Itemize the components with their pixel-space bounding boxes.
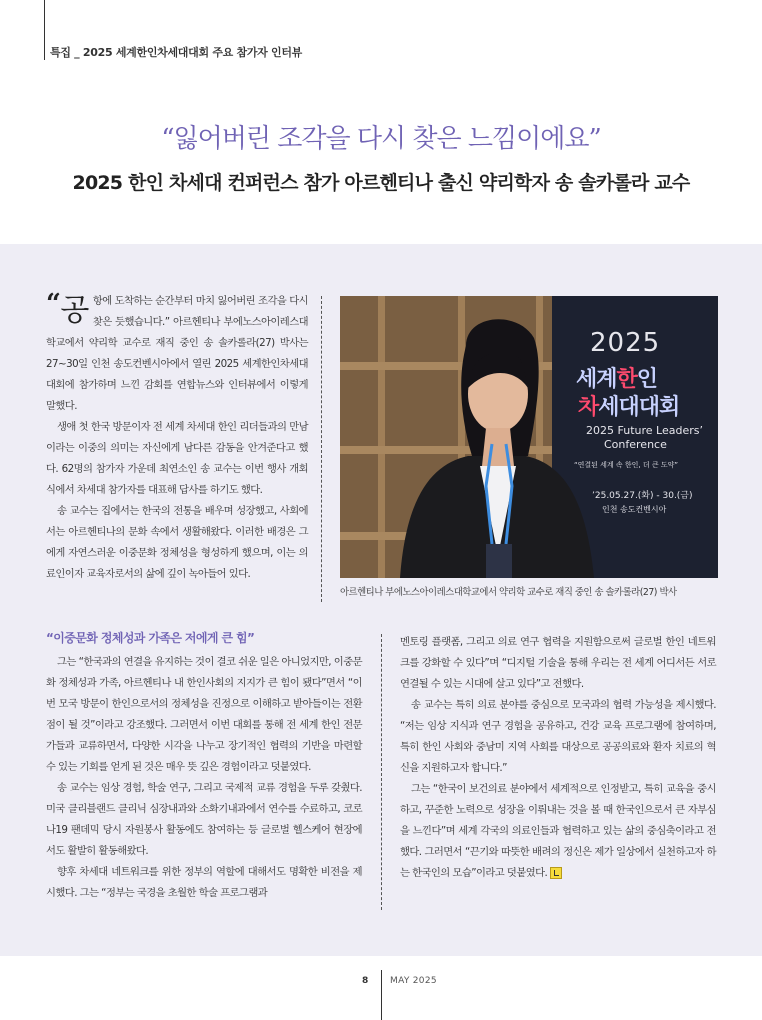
header-rule — [44, 0, 45, 60]
column-divider-bottom — [381, 634, 382, 910]
banner-english-1: 2025 Future Leaders’ — [586, 424, 703, 437]
body-column-right — [400, 632, 716, 884]
banner-slogan: “연결된 세계 속 한인, 더 큰 도약” — [574, 461, 678, 469]
subheadline: 2025 한인 차세대 컨퍼런스 참가 아르헨티나 출신 약리학자 송 솔카롤라 교수 — [72, 172, 690, 194]
intro-paragraph-1 — [46, 291, 308, 417]
intro-column — [46, 291, 308, 585]
headline: “잃어버린 조각을 다시 찾은 느낌이에요” — [161, 124, 601, 154]
banner-year: 2025 — [590, 328, 661, 358]
end-mark-icon — [550, 867, 562, 879]
body-paragraph: 그는 “한국과의 연결을 유지하는 것이 결코 쉬운 일은 아니었지만, 이중문화 정체성과 가족, 아르헨티나 내 한인사회의 지지가 큰 힘이 됐다”면서 “이번 모국 방문이 한인으로서의 정체성을 진정으로 이해하고 받아들이는 전환점이 될 것”이라고 강조했다. 그러면서 이번 대회를 통해 전 세계 한인 전문가들과 교류하면서, 다양한 시각을 나누고 장기적인 협력의 기반을 마련할 수 있는 기회를 얻게 된 것은 매우 뜻 깊은 경험이라고 덧붙였다. — [46, 656, 362, 773]
banner-venue: 인천 송도컨벤시아 — [602, 505, 667, 514]
intro-paragraph-2: 생애 첫 한국 방문이자 전 세계 차세대 한인 리더들과의 만남이라는 이중의 의미는 자신에게 남다른 감동을 안겨준다고 했다. 62명의 참가자 가운데 최연소인 송 교수는 이번 행사 개회식에서 차세대 참가자를 대표해 답사를 하기도 했다. — [46, 421, 308, 496]
body-text: 그는 “한국이 보건의료 분야에서 세계적으로 인정받고, 특히 교육을 중시하고, 꾸준한 노력으로 성장을 이뤄내는 것을 볼 때 한국인으로서 큰 자부심을 느낀다”며 세계 각국의 의료인들과 협력하고 있는 삶의 중심축이라고 전했다. 그러면서 “끈기와 따뜻한 배려의 정신은 제가 일상에서 실천하고자 하는 한국인의 모습”이라고 덧붙였다. — [400, 783, 716, 879]
person-figure — [340, 296, 718, 578]
issue-label: MAY 2025 — [390, 976, 437, 986]
banner-date: ’25.05.27.(화) - 30.(금) — [592, 491, 693, 501]
body-paragraph: 멘토링 플랫폼, 그리고 의료 연구 협력을 지원함으로써 글로벌 한인 네트워크를 강화할 수 있다”며 “디지털 기술을 통해 우리는 전 세계 어디서든 서로 연결될 수 있는 시대에 살고 있다”고 전했다. — [400, 636, 716, 690]
body-paragraph: 송 교수는 임상 경험, 학술 연구, 그리고 국제적 교류 경험을 두루 갖췄다. 미국 클리블랜드 클리닉 심장내과와 소화기내과에서 연수를 수료하고, 코로나19 팬데믹 당시 자원봉사 활동에도 참여하는 등 글로벌 헬스케어 현장에서도 활발히 활동해왔다. — [46, 782, 362, 857]
intro-paragraph-3: 송 교수는 집에서는 한국의 전통을 배우며 성장했고, 사회에서는 아르헨티나의 문화 속에서 생활해왔다. 이러한 배경은 그에게 자연스러운 이중문화 정체성을 형성하게 했으며, 이는 의료인이자 교육자로서의 삶에 깊이 녹아들어 있다. — [46, 505, 308, 580]
body-paragraph: 향후 차세대 네트워크를 위한 정부의 역할에 대해서도 명확한 비전을 제시했다. 그는 “정부는 국경을 초월한 학술 프로그램과 — [46, 866, 362, 899]
portrait-photo — [340, 296, 718, 578]
photo-caption: 아르헨티나 부에노스아이레스대학교에서 약리학 교수로 재직 중인 송 솔카롤라(27) 박사 — [340, 587, 677, 598]
column-divider-top — [321, 296, 322, 602]
body-column-left — [46, 652, 362, 904]
body-paragraph: 송 교수는 특히 의료 분야를 중심으로 모국과의 협력 가능성을 제시했다. “저는 임상 지식과 연구 경험을 공유하고, 건강 교육 프로그램에 참여하며, 특히 한인 사회와 중남미 지역 사회를 대상으로 공공의료와 환자 치료의 혁신을 지원하고자 합니다.” — [400, 699, 716, 774]
dropcap-quote: “ — [46, 289, 61, 319]
body-paragraph-last — [400, 779, 716, 884]
banner-title-line2: 차세대대회 — [578, 395, 680, 420]
banner-english-2: Conference — [604, 438, 667, 451]
section-heading: “이중문화 정체성과 가족은 저에게 큰 힘” — [46, 631, 255, 645]
dropcap-letter: 공 — [60, 293, 89, 328]
banner-title-line1: 세계한인 — [576, 367, 658, 392]
section-label: 특집 _ 2025 세계한인차세대대회 주요 참가자 인터뷰 — [50, 46, 302, 59]
dropcap — [46, 289, 89, 331]
intro-text-1: 항에 도착하는 순간부터 마치 잃어버린 조각을 다시 찾은 듯했습니다.” 아르헨티나 부에노스아이레스대학교에서 약리학 교수로 재직 중인 송 솔카롤라(27) 박사는 27~30일 인천 송도컨벤시아에서 열린 2025 세계한인차세대대회에 참가하며 느낀 감회를 연합뉴스와 인터뷰에서 이렇게 말했다. — [46, 295, 308, 412]
page-number: 8 — [362, 976, 369, 986]
footer-rule — [381, 970, 382, 1020]
